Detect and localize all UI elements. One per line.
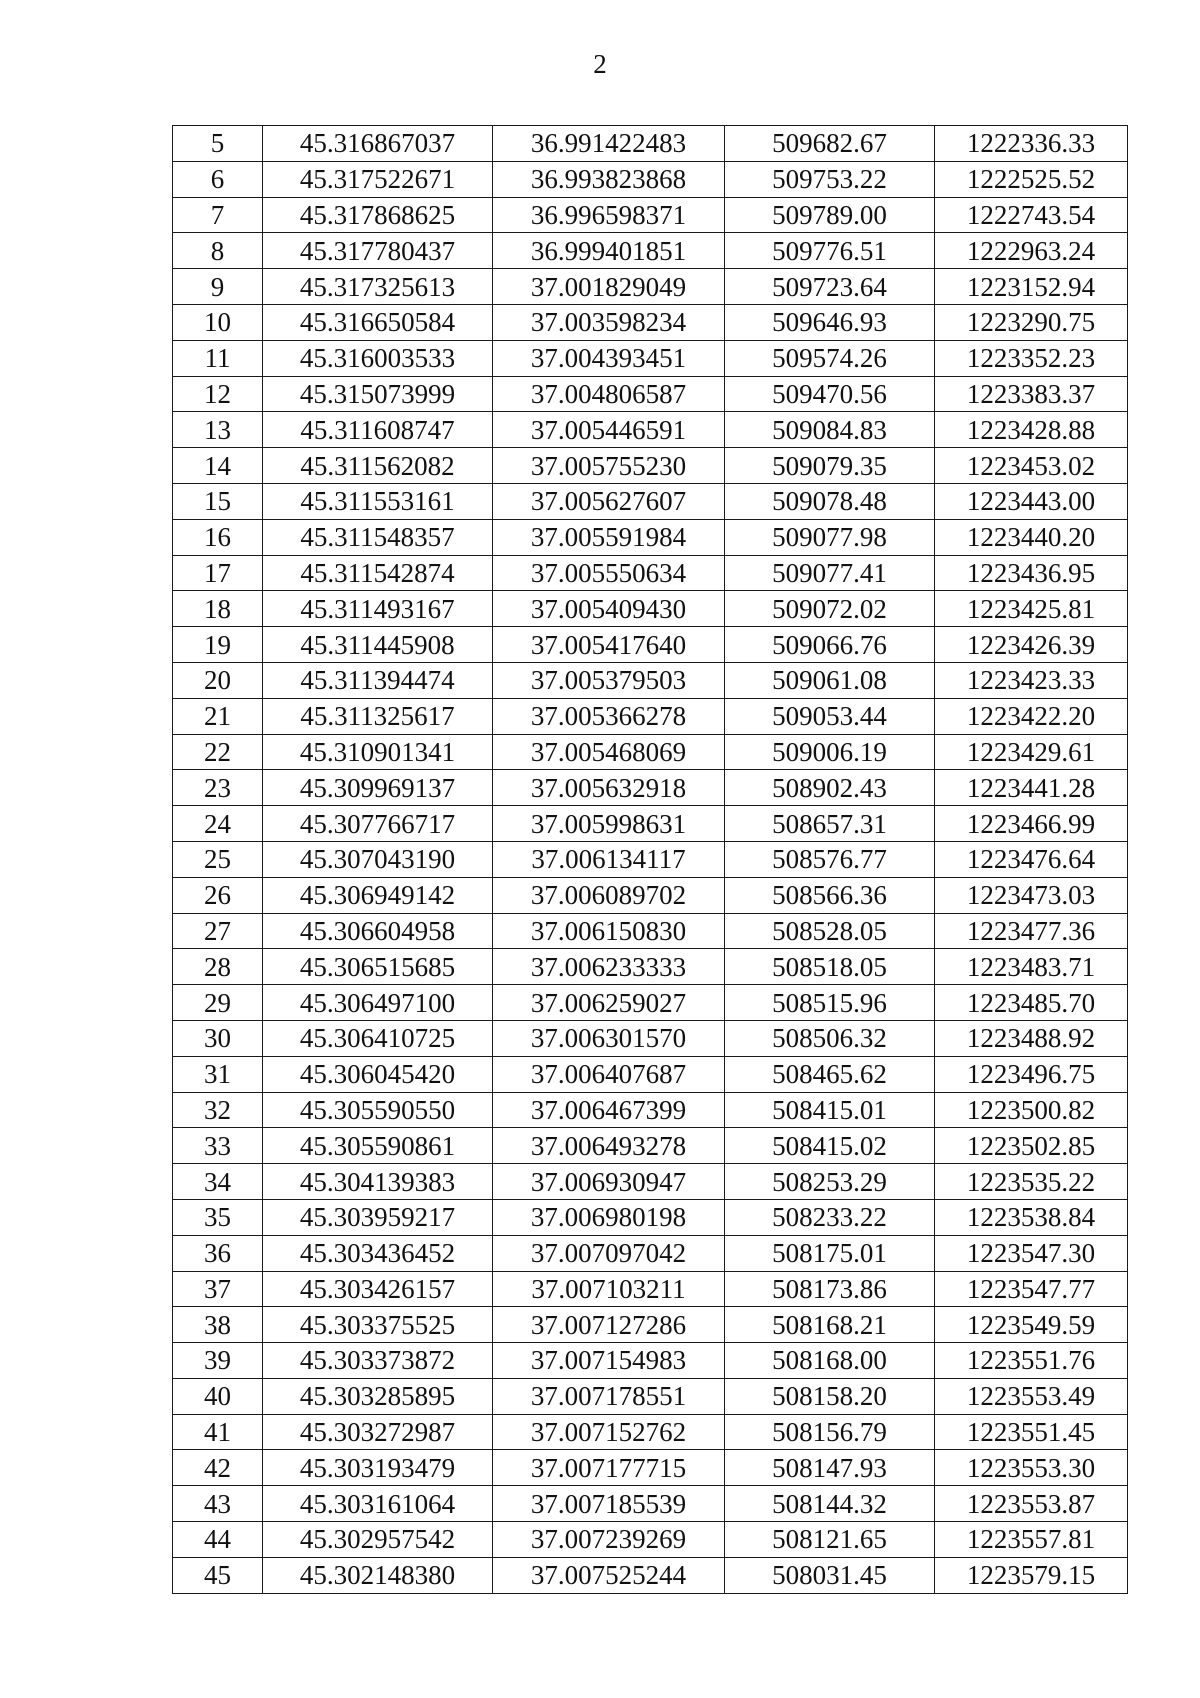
- latitude-cell: 45.304139383: [263, 1164, 493, 1200]
- x-coordinate-cell: 508506.32: [725, 1020, 935, 1056]
- x-coordinate-cell: 509776.51: [725, 233, 935, 269]
- x-coordinate-cell: 509077.41: [725, 555, 935, 591]
- table-row: [173, 269, 1128, 305]
- x-coordinate-cell: 508566.36: [725, 877, 935, 913]
- table-row: [173, 770, 1128, 806]
- latitude-cell: 45.311548357: [263, 519, 493, 555]
- latitude-cell: 45.306515685: [263, 949, 493, 985]
- latitude-cell: 45.309969137: [263, 770, 493, 806]
- point-number-cell: 35: [173, 1199, 263, 1235]
- coordinates-table-body: [173, 126, 1128, 1594]
- table-row: [173, 913, 1128, 949]
- latitude-cell: 45.317780437: [263, 233, 493, 269]
- x-coordinate-cell: 508415.02: [725, 1128, 935, 1164]
- y-coordinate-cell: 1223488.92: [935, 1020, 1128, 1056]
- y-coordinate-cell: 1223553.87: [935, 1486, 1128, 1522]
- point-number-cell: 37: [173, 1271, 263, 1307]
- longitude-cell: 37.004393451: [493, 340, 725, 376]
- longitude-cell: 37.005591984: [493, 519, 725, 555]
- x-coordinate-cell: 508031.45: [725, 1557, 935, 1593]
- longitude-cell: 37.007239269: [493, 1522, 725, 1558]
- longitude-cell: 37.006930947: [493, 1164, 725, 1200]
- table-row: [173, 627, 1128, 663]
- table-row: [173, 1128, 1128, 1164]
- table-row: [173, 841, 1128, 877]
- table-row: [173, 1164, 1128, 1200]
- table-row: [173, 161, 1128, 197]
- y-coordinate-cell: 1223440.20: [935, 519, 1128, 555]
- point-number-cell: 40: [173, 1378, 263, 1414]
- point-number-cell: 45: [173, 1557, 263, 1593]
- x-coordinate-cell: 508121.65: [725, 1522, 935, 1558]
- y-coordinate-cell: 1223473.03: [935, 877, 1128, 913]
- y-coordinate-cell: 1223483.71: [935, 949, 1128, 985]
- latitude-cell: 45.303161064: [263, 1486, 493, 1522]
- x-coordinate-cell: 509682.67: [725, 126, 935, 162]
- x-coordinate-cell: 508902.43: [725, 770, 935, 806]
- y-coordinate-cell: 1223496.75: [935, 1056, 1128, 1092]
- point-number-cell: 14: [173, 448, 263, 484]
- latitude-cell: 45.311493167: [263, 591, 493, 627]
- y-coordinate-cell: 1222743.54: [935, 197, 1128, 233]
- latitude-cell: 45.303426157: [263, 1271, 493, 1307]
- point-number-cell: 6: [173, 161, 263, 197]
- table-row: [173, 1020, 1128, 1056]
- longitude-cell: 37.005379503: [493, 662, 725, 698]
- x-coordinate-cell: 509061.08: [725, 662, 935, 698]
- table-row: [173, 555, 1128, 591]
- point-number-cell: 39: [173, 1343, 263, 1379]
- longitude-cell: 37.006089702: [493, 877, 725, 913]
- y-coordinate-cell: 1223383.37: [935, 376, 1128, 412]
- point-number-cell: 21: [173, 698, 263, 734]
- latitude-cell: 45.303285895: [263, 1378, 493, 1414]
- longitude-cell: 37.007185539: [493, 1486, 725, 1522]
- table-row: [173, 1271, 1128, 1307]
- x-coordinate-cell: 508173.86: [725, 1271, 935, 1307]
- longitude-cell: 37.007097042: [493, 1235, 725, 1271]
- table-row: [173, 412, 1128, 448]
- y-coordinate-cell: 1223547.30: [935, 1235, 1128, 1271]
- table-row: [173, 877, 1128, 913]
- table-row: [173, 949, 1128, 985]
- longitude-cell: 37.005366278: [493, 698, 725, 734]
- y-coordinate-cell: 1223551.76: [935, 1343, 1128, 1379]
- latitude-cell: 45.316003533: [263, 340, 493, 376]
- longitude-cell: 37.006980198: [493, 1199, 725, 1235]
- y-coordinate-cell: 1223579.15: [935, 1557, 1128, 1593]
- y-coordinate-cell: 1223553.49: [935, 1378, 1128, 1414]
- table-row: [173, 197, 1128, 233]
- x-coordinate-cell: 509789.00: [725, 197, 935, 233]
- latitude-cell: 45.306604958: [263, 913, 493, 949]
- table-row: [173, 1199, 1128, 1235]
- point-number-cell: 24: [173, 806, 263, 842]
- x-coordinate-cell: 508175.01: [725, 1235, 935, 1271]
- point-number-cell: 42: [173, 1450, 263, 1486]
- longitude-cell: 37.007154983: [493, 1343, 725, 1379]
- y-coordinate-cell: 1223547.77: [935, 1271, 1128, 1307]
- y-coordinate-cell: 1223557.81: [935, 1522, 1128, 1558]
- y-coordinate-cell: 1223477.36: [935, 913, 1128, 949]
- longitude-cell: 37.007152762: [493, 1414, 725, 1450]
- table-row: [173, 1307, 1128, 1343]
- table-row: [173, 126, 1128, 162]
- x-coordinate-cell: 508415.01: [725, 1092, 935, 1128]
- y-coordinate-cell: 1223425.81: [935, 591, 1128, 627]
- longitude-cell: 37.006407687: [493, 1056, 725, 1092]
- x-coordinate-cell: 509574.26: [725, 340, 935, 376]
- table-row: [173, 591, 1128, 627]
- point-number-cell: 27: [173, 913, 263, 949]
- y-coordinate-cell: 1222525.52: [935, 161, 1128, 197]
- point-number-cell: 20: [173, 662, 263, 698]
- longitude-cell: 37.004806587: [493, 376, 725, 412]
- longitude-cell: 37.007178551: [493, 1378, 725, 1414]
- longitude-cell: 36.999401851: [493, 233, 725, 269]
- x-coordinate-cell: 508253.29: [725, 1164, 935, 1200]
- longitude-cell: 37.005409430: [493, 591, 725, 627]
- y-coordinate-cell: 1223436.95: [935, 555, 1128, 591]
- table-row: [173, 1414, 1128, 1450]
- latitude-cell: 45.311608747: [263, 412, 493, 448]
- table-row: [173, 233, 1128, 269]
- point-number-cell: 7: [173, 197, 263, 233]
- latitude-cell: 45.316867037: [263, 126, 493, 162]
- point-number-cell: 19: [173, 627, 263, 663]
- table-row: [173, 340, 1128, 376]
- point-number-cell: 23: [173, 770, 263, 806]
- y-coordinate-cell: 1223453.02: [935, 448, 1128, 484]
- latitude-cell: 45.311445908: [263, 627, 493, 663]
- table-row: [173, 806, 1128, 842]
- table-row: [173, 1056, 1128, 1092]
- longitude-cell: 37.006301570: [493, 1020, 725, 1056]
- x-coordinate-cell: 508576.77: [725, 841, 935, 877]
- latitude-cell: 45.311325617: [263, 698, 493, 734]
- latitude-cell: 45.303959217: [263, 1199, 493, 1235]
- latitude-cell: 45.303375525: [263, 1307, 493, 1343]
- latitude-cell: 45.306410725: [263, 1020, 493, 1056]
- y-coordinate-cell: 1223502.85: [935, 1128, 1128, 1164]
- longitude-cell: 37.007103211: [493, 1271, 725, 1307]
- y-coordinate-cell: 1223538.84: [935, 1199, 1128, 1235]
- x-coordinate-cell: 508147.93: [725, 1450, 935, 1486]
- longitude-cell: 36.991422483: [493, 126, 725, 162]
- x-coordinate-cell: 508168.21: [725, 1307, 935, 1343]
- longitude-cell: 37.005632918: [493, 770, 725, 806]
- point-number-cell: 36: [173, 1235, 263, 1271]
- x-coordinate-cell: 508515.96: [725, 985, 935, 1021]
- latitude-cell: 45.306045420: [263, 1056, 493, 1092]
- y-coordinate-cell: 1222963.24: [935, 233, 1128, 269]
- point-number-cell: 44: [173, 1522, 263, 1558]
- longitude-cell: 37.007127286: [493, 1307, 725, 1343]
- latitude-cell: 45.317522671: [263, 161, 493, 197]
- coordinates-table: [172, 125, 1128, 1594]
- longitude-cell: 37.001829049: [493, 269, 725, 305]
- x-coordinate-cell: 509079.35: [725, 448, 935, 484]
- x-coordinate-cell: 508518.05: [725, 949, 935, 985]
- x-coordinate-cell: 508465.62: [725, 1056, 935, 1092]
- longitude-cell: 37.005550634: [493, 555, 725, 591]
- latitude-cell: 45.303436452: [263, 1235, 493, 1271]
- y-coordinate-cell: 1223352.23: [935, 340, 1128, 376]
- point-number-cell: 22: [173, 734, 263, 770]
- point-number-cell: 29: [173, 985, 263, 1021]
- longitude-cell: 37.003598234: [493, 304, 725, 340]
- y-coordinate-cell: 1223535.22: [935, 1164, 1128, 1200]
- latitude-cell: 45.303193479: [263, 1450, 493, 1486]
- table-row: [173, 1522, 1128, 1558]
- x-coordinate-cell: 508168.00: [725, 1343, 935, 1379]
- latitude-cell: 45.305590861: [263, 1128, 493, 1164]
- point-number-cell: 25: [173, 841, 263, 877]
- table-row: [173, 304, 1128, 340]
- latitude-cell: 45.306497100: [263, 985, 493, 1021]
- x-coordinate-cell: 508144.32: [725, 1486, 935, 1522]
- point-number-cell: 32: [173, 1092, 263, 1128]
- longitude-cell: 37.005755230: [493, 448, 725, 484]
- y-coordinate-cell: 1223466.99: [935, 806, 1128, 842]
- y-coordinate-cell: 1223429.61: [935, 734, 1128, 770]
- y-coordinate-cell: 1223423.33: [935, 662, 1128, 698]
- latitude-cell: 45.317868625: [263, 197, 493, 233]
- table-row: [173, 1343, 1128, 1379]
- x-coordinate-cell: 508233.22: [725, 1199, 935, 1235]
- longitude-cell: 37.005417640: [493, 627, 725, 663]
- y-coordinate-cell: 1223500.82: [935, 1092, 1128, 1128]
- point-number-cell: 9: [173, 269, 263, 305]
- point-number-cell: 15: [173, 483, 263, 519]
- latitude-cell: 45.310901341: [263, 734, 493, 770]
- y-coordinate-cell: 1222336.33: [935, 126, 1128, 162]
- point-number-cell: 13: [173, 412, 263, 448]
- point-number-cell: 30: [173, 1020, 263, 1056]
- point-number-cell: 41: [173, 1414, 263, 1450]
- latitude-cell: 45.303272987: [263, 1414, 493, 1450]
- latitude-cell: 45.311553161: [263, 483, 493, 519]
- point-number-cell: 5: [173, 126, 263, 162]
- point-number-cell: 12: [173, 376, 263, 412]
- table-row: [173, 448, 1128, 484]
- table-row: [173, 985, 1128, 1021]
- y-coordinate-cell: 1223290.75: [935, 304, 1128, 340]
- latitude-cell: 45.307043190: [263, 841, 493, 877]
- point-number-cell: 8: [173, 233, 263, 269]
- longitude-cell: 37.006233333: [493, 949, 725, 985]
- x-coordinate-cell: 509470.56: [725, 376, 935, 412]
- y-coordinate-cell: 1223549.59: [935, 1307, 1128, 1343]
- x-coordinate-cell: 509084.83: [725, 412, 935, 448]
- point-number-cell: 18: [173, 591, 263, 627]
- table-row: [173, 1486, 1128, 1522]
- longitude-cell: 37.006134117: [493, 841, 725, 877]
- point-number-cell: 43: [173, 1486, 263, 1522]
- table-row: [173, 1235, 1128, 1271]
- y-coordinate-cell: 1223551.45: [935, 1414, 1128, 1450]
- point-number-cell: 34: [173, 1164, 263, 1200]
- x-coordinate-cell: 509072.02: [725, 591, 935, 627]
- longitude-cell: 37.007525244: [493, 1557, 725, 1593]
- point-number-cell: 10: [173, 304, 263, 340]
- longitude-cell: 37.006467399: [493, 1092, 725, 1128]
- longitude-cell: 37.006493278: [493, 1128, 725, 1164]
- x-coordinate-cell: 509006.19: [725, 734, 935, 770]
- point-number-cell: 26: [173, 877, 263, 913]
- latitude-cell: 45.306949142: [263, 877, 493, 913]
- x-coordinate-cell: 508158.20: [725, 1378, 935, 1414]
- y-coordinate-cell: 1223441.28: [935, 770, 1128, 806]
- latitude-cell: 45.315073999: [263, 376, 493, 412]
- latitude-cell: 45.317325613: [263, 269, 493, 305]
- x-coordinate-cell: 509066.76: [725, 627, 935, 663]
- x-coordinate-cell: 509646.93: [725, 304, 935, 340]
- point-number-cell: 16: [173, 519, 263, 555]
- latitude-cell: 45.302957542: [263, 1522, 493, 1558]
- table-row: [173, 1557, 1128, 1593]
- y-coordinate-cell: 1223485.70: [935, 985, 1128, 1021]
- table-row: [173, 483, 1128, 519]
- page-number: 2: [593, 49, 607, 79]
- latitude-cell: 45.302148380: [263, 1557, 493, 1593]
- point-number-cell: 17: [173, 555, 263, 591]
- longitude-cell: 37.006150830: [493, 913, 725, 949]
- x-coordinate-cell: 508156.79: [725, 1414, 935, 1450]
- latitude-cell: 45.311562082: [263, 448, 493, 484]
- x-coordinate-cell: 509723.64: [725, 269, 935, 305]
- longitude-cell: 36.993823868: [493, 161, 725, 197]
- longitude-cell: 37.006259027: [493, 985, 725, 1021]
- table-row: [173, 1450, 1128, 1486]
- table-row: [173, 1378, 1128, 1414]
- y-coordinate-cell: 1223476.64: [935, 841, 1128, 877]
- latitude-cell: 45.303373872: [263, 1343, 493, 1379]
- longitude-cell: 37.007177715: [493, 1450, 725, 1486]
- y-coordinate-cell: 1223443.00: [935, 483, 1128, 519]
- table-row: [173, 1092, 1128, 1128]
- y-coordinate-cell: 1223553.30: [935, 1450, 1128, 1486]
- x-coordinate-cell: 509053.44: [725, 698, 935, 734]
- longitude-cell: 37.005627607: [493, 483, 725, 519]
- table-row: [173, 734, 1128, 770]
- x-coordinate-cell: 509753.22: [725, 161, 935, 197]
- table-row: [173, 698, 1128, 734]
- point-number-cell: 28: [173, 949, 263, 985]
- table-row: [173, 519, 1128, 555]
- x-coordinate-cell: 508528.05: [725, 913, 935, 949]
- longitude-cell: 37.005446591: [493, 412, 725, 448]
- table-row: [173, 376, 1128, 412]
- point-number-cell: 31: [173, 1056, 263, 1092]
- latitude-cell: 45.305590550: [263, 1092, 493, 1128]
- x-coordinate-cell: 508657.31: [725, 806, 935, 842]
- point-number-cell: 38: [173, 1307, 263, 1343]
- longitude-cell: 36.996598371: [493, 197, 725, 233]
- point-number-cell: 33: [173, 1128, 263, 1164]
- longitude-cell: 37.005468069: [493, 734, 725, 770]
- latitude-cell: 45.311394474: [263, 662, 493, 698]
- y-coordinate-cell: 1223152.94: [935, 269, 1128, 305]
- y-coordinate-cell: 1223422.20: [935, 698, 1128, 734]
- y-coordinate-cell: 1223428.88: [935, 412, 1128, 448]
- latitude-cell: 45.311542874: [263, 555, 493, 591]
- y-coordinate-cell: 1223426.39: [935, 627, 1128, 663]
- longitude-cell: 37.005998631: [493, 806, 725, 842]
- x-coordinate-cell: 509078.48: [725, 483, 935, 519]
- table-row: [173, 662, 1128, 698]
- latitude-cell: 45.316650584: [263, 304, 493, 340]
- latitude-cell: 45.307766717: [263, 806, 493, 842]
- point-number-cell: 11: [173, 340, 263, 376]
- x-coordinate-cell: 509077.98: [725, 519, 935, 555]
